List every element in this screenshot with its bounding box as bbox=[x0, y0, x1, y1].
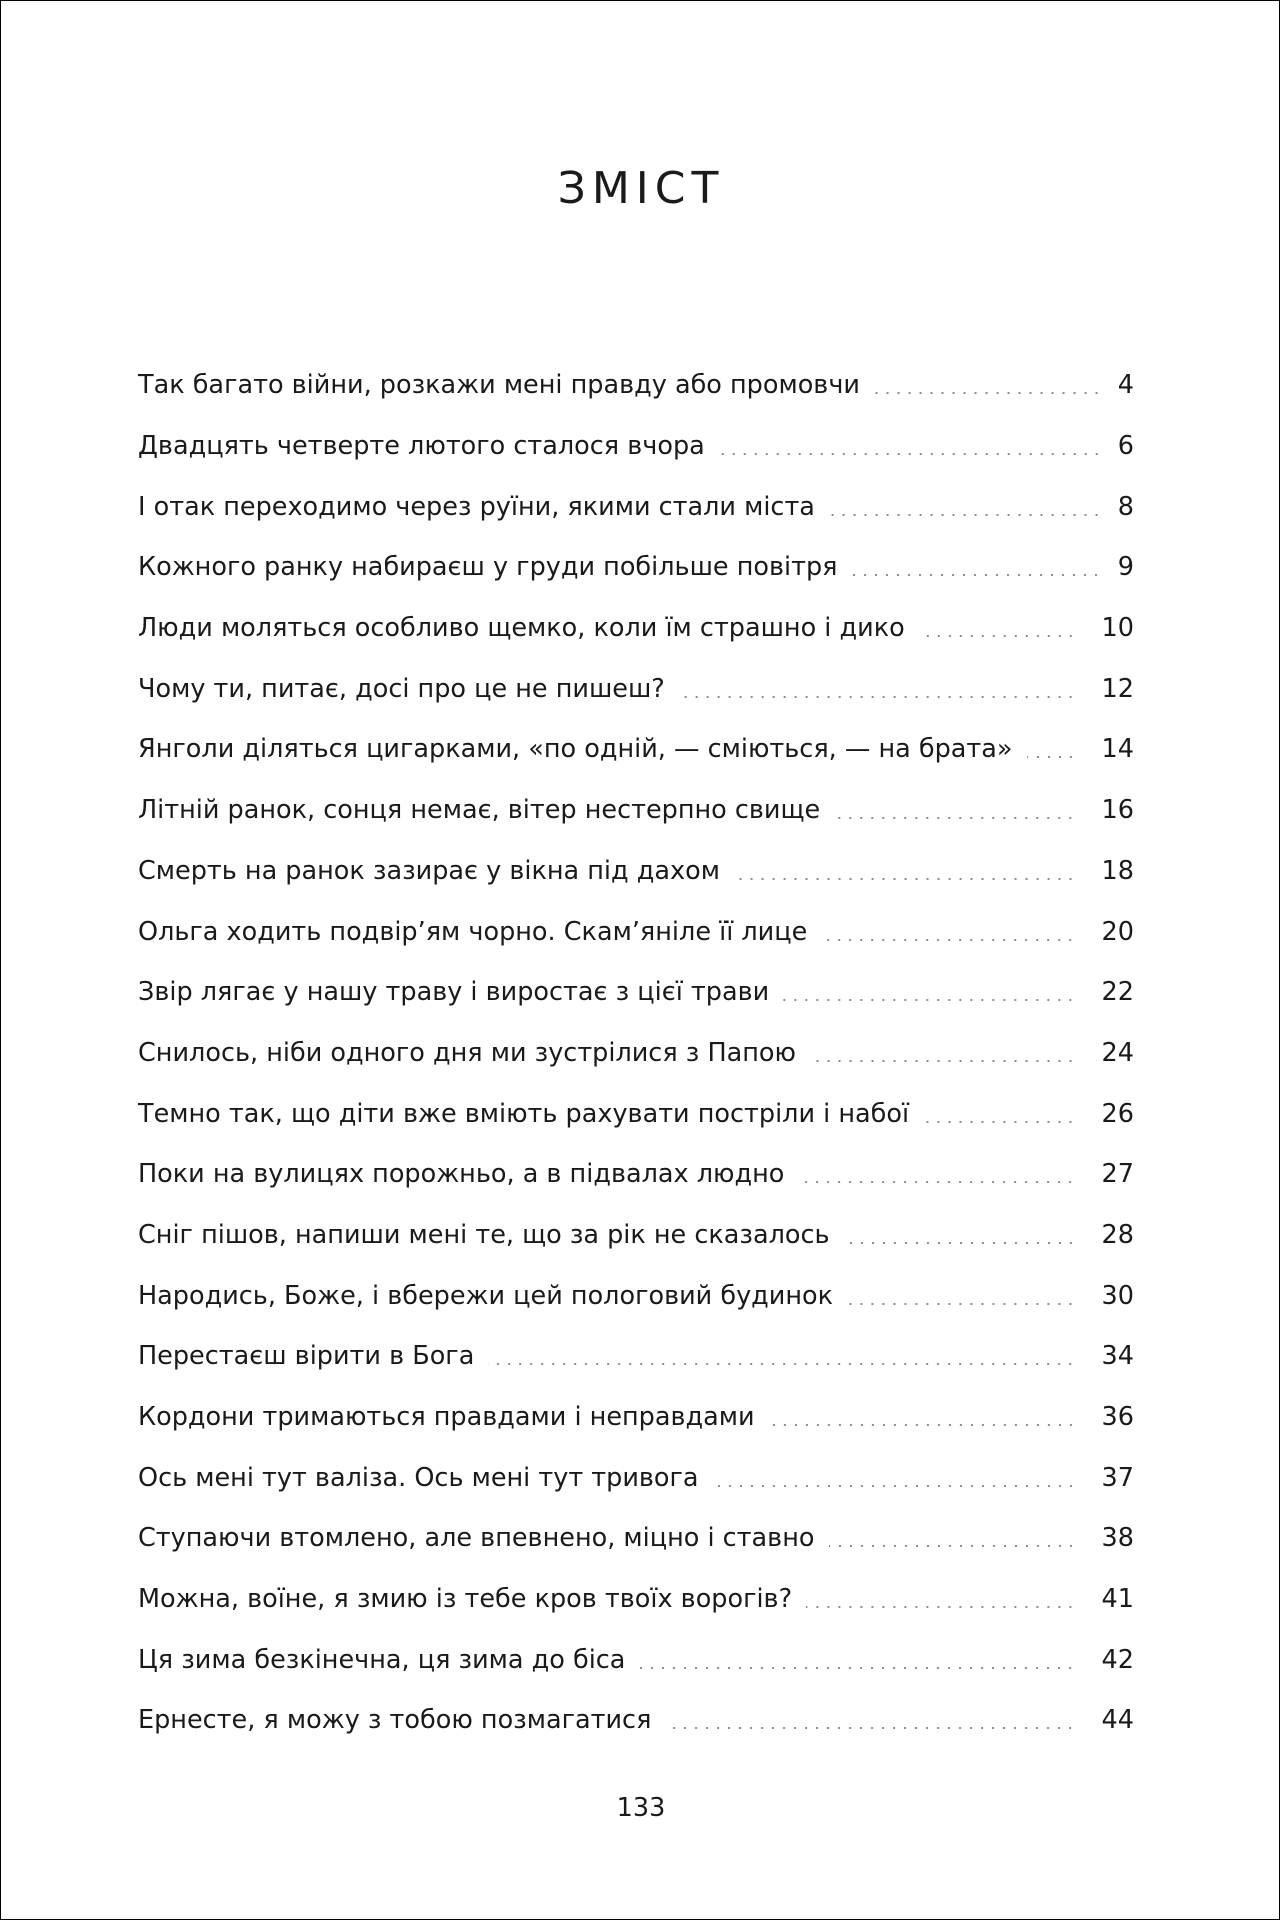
toc-entry-page: 20 bbox=[1101, 916, 1134, 947]
dot-leader bbox=[821, 939, 1076, 941]
toc-entry[interactable] bbox=[138, 1326, 1134, 1387]
toc-entry-page: 24 bbox=[1101, 1037, 1134, 1068]
toc-entry-title: Кожного ранку набираєш у груди побільше повітря bbox=[138, 552, 838, 583]
toc-entry-page: 41 bbox=[1101, 1584, 1134, 1615]
toc-entry[interactable] bbox=[138, 1569, 1134, 1630]
dot-leader bbox=[783, 999, 1076, 1001]
toc-entry-page: 44 bbox=[1101, 1705, 1134, 1736]
toc-entry[interactable] bbox=[138, 901, 1134, 962]
toc-entry[interactable] bbox=[138, 1508, 1134, 1569]
toc-entry[interactable] bbox=[138, 598, 1134, 659]
toc-entry[interactable] bbox=[138, 1629, 1134, 1690]
dot-leader bbox=[810, 1060, 1076, 1062]
toc-entry[interactable] bbox=[138, 780, 1134, 841]
toc-entry-title: Смерть на ранок зазирає у вікна під дахом bbox=[138, 855, 720, 886]
toc-entry[interactable] bbox=[138, 719, 1134, 780]
toc-entry-page: 14 bbox=[1101, 734, 1134, 765]
toc-entry-page: 28 bbox=[1101, 1219, 1134, 1250]
page-title: ЗМІСТ bbox=[557, 163, 725, 214]
toc-entry-page: 12 bbox=[1101, 673, 1134, 704]
toc-entry-page: 22 bbox=[1101, 977, 1134, 1008]
toc-entry-title: І отак переходимо через руїни, якими стали міста bbox=[138, 491, 815, 522]
toc-entry-page: 26 bbox=[1101, 1098, 1134, 1129]
dot-leader bbox=[806, 1606, 1076, 1608]
toc-entry-page: 37 bbox=[1101, 1462, 1134, 1493]
toc-entry-title: Снилось, ніби одного дня ми зустрілися з Папою bbox=[138, 1037, 796, 1068]
toc-entry-title: Ольга ходить подвір’ям чорно. Скам’яніле її лице bbox=[138, 916, 808, 947]
toc-entry-title: Так багато війни, розкажи мені правду або промовчи bbox=[138, 370, 860, 401]
dot-leader bbox=[1027, 756, 1076, 758]
toc-entry-page: 42 bbox=[1101, 1644, 1134, 1675]
dot-leader bbox=[665, 1727, 1076, 1729]
toc-entry-page: 6 bbox=[1117, 431, 1134, 462]
dot-leader bbox=[639, 1667, 1076, 1669]
dot-leader bbox=[679, 696, 1076, 698]
toc-entry[interactable] bbox=[138, 416, 1134, 477]
toc-entry[interactable] bbox=[138, 476, 1134, 537]
toc-entry-page: 27 bbox=[1101, 1159, 1134, 1190]
toc-entry-page: 9 bbox=[1117, 552, 1134, 583]
toc-entry-page: 10 bbox=[1101, 613, 1134, 644]
toc-entry[interactable] bbox=[138, 1387, 1134, 1448]
dot-leader bbox=[844, 1242, 1076, 1244]
toc-entry-title: Янголи діляться цигарками, «по одній, — сміються, — на брата» bbox=[138, 734, 1013, 765]
dot-leader bbox=[713, 1485, 1076, 1487]
toc-entry[interactable] bbox=[138, 658, 1134, 719]
toc-entry-page: 30 bbox=[1101, 1280, 1134, 1311]
toc-entry-title: Люди моляться особливо щемко, коли їм страшно і дико bbox=[138, 613, 905, 644]
toc-entry[interactable] bbox=[138, 355, 1134, 416]
dot-leader bbox=[734, 878, 1076, 880]
toc-entry-title: Можна, воїне, я змию із тебе кров твоїх ворогів? bbox=[138, 1584, 793, 1615]
toc-entry-title: Звір лягає у нашу траву і виростає з цієї трави bbox=[138, 977, 770, 1008]
toc-entry[interactable] bbox=[138, 1083, 1134, 1144]
dot-leader bbox=[769, 1424, 1076, 1426]
toc-entry-title: Поки на вулицях порожньо, а в підвалах людно bbox=[138, 1159, 785, 1190]
toc-entry-title: Ернесте, я можу з тобою позмагатися bbox=[138, 1705, 652, 1736]
toc-entry-title: Ступаючи втомлено, але впевнено, міцно і ставно bbox=[138, 1523, 815, 1554]
toc-entry[interactable] bbox=[138, 841, 1134, 902]
toc-entry-title: Сніг пішов, напиши мені те, що за рік не сказалось bbox=[138, 1219, 830, 1250]
toc-entry-page: 34 bbox=[1101, 1341, 1134, 1372]
dot-leader bbox=[919, 635, 1076, 637]
dot-leader bbox=[798, 1181, 1076, 1183]
toc-entry[interactable] bbox=[138, 1265, 1134, 1326]
toc-entry-page: 38 bbox=[1101, 1523, 1134, 1554]
toc-entry[interactable] bbox=[138, 537, 1134, 598]
dot-leader bbox=[719, 453, 1102, 455]
toc-entry-page: 4 bbox=[1117, 370, 1134, 401]
toc-entry[interactable] bbox=[138, 1144, 1134, 1205]
dot-leader bbox=[847, 1303, 1076, 1305]
toc-entry-title: Народись, Боже, і вбережи цей пологовий будинок bbox=[138, 1280, 834, 1311]
dot-leader bbox=[834, 817, 1076, 819]
toc-entry-page: 36 bbox=[1101, 1402, 1134, 1433]
toc-entry-title: Літній ранок, сонця немає, вітер нестерпно свище bbox=[138, 795, 821, 826]
toc-entry-page: 16 bbox=[1101, 795, 1134, 826]
dot-leader bbox=[829, 1545, 1077, 1547]
toc-entry[interactable] bbox=[138, 962, 1134, 1023]
toc-entry[interactable] bbox=[138, 1023, 1134, 1084]
toc-entry-title: Двадцять четверте лютого сталося вчора bbox=[138, 431, 705, 462]
toc-entry-title: Кордони тримаються правдами і неправдами bbox=[138, 1402, 755, 1433]
toc-entry-page: 18 bbox=[1101, 855, 1134, 886]
table-of-contents bbox=[138, 355, 1134, 1751]
dot-leader bbox=[851, 574, 1102, 576]
dot-leader bbox=[488, 1363, 1076, 1365]
toc-entry-title: Ось мені тут валіза. Ось мені тут тривога bbox=[138, 1462, 699, 1493]
toc-entry-page: 8 bbox=[1117, 491, 1134, 522]
toc-entry-title: Чому ти, питає, досі про це не пишеш? bbox=[138, 673, 665, 704]
dot-leader bbox=[874, 392, 1102, 394]
page-number: 133 bbox=[616, 1793, 666, 1823]
toc-entry-title: Темно так, що діти вже вміють рахувати постріли і набої bbox=[138, 1098, 910, 1129]
toc-entry[interactable] bbox=[138, 1447, 1134, 1508]
toc-entry[interactable] bbox=[138, 1205, 1134, 1266]
dot-leader bbox=[923, 1121, 1076, 1123]
toc-entry[interactable] bbox=[138, 1690, 1134, 1751]
toc-entry-title: Перестаєш вірити в Бога bbox=[138, 1341, 475, 1372]
dot-leader bbox=[829, 514, 1102, 516]
toc-entry-title: Ця зима безкінечна, ця зима до біса bbox=[138, 1644, 626, 1675]
